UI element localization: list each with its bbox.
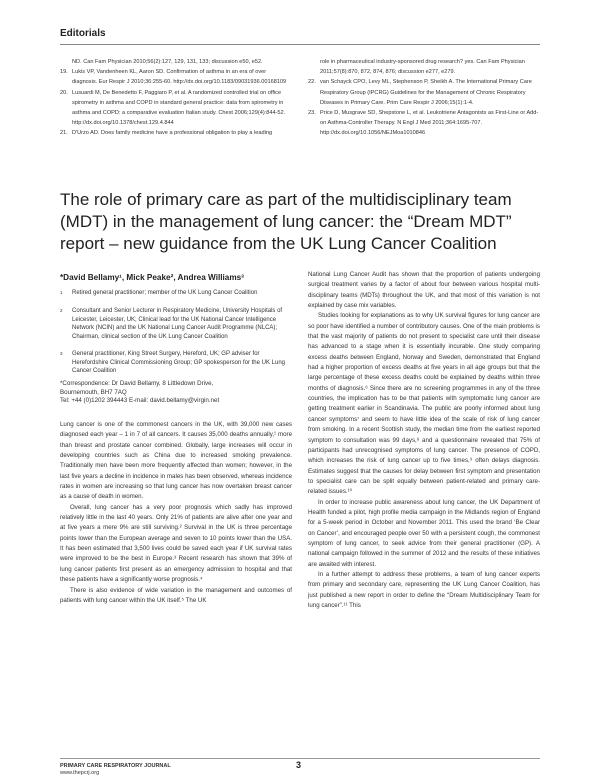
reference-item: 22. van Schayck CPO, Levy ML, Stephenson P, Sheikh A. The International Primary Care Respiratory Group (IPCRG) Guidelines for the Management of Chronic Respiratory Diseases in Primary Care. Prim Care Respir J 2006;15(1):1-4. bbox=[308, 79, 532, 106]
paragraph: Studies looking for explanations as to why UK survival figures for lung cancer are so poor have identified a number of contributory causes. One of the main problems is that the vast majority of patients do not present to specialist care until their disease has advanced to a stage when it is essentially incurable. One study comparing excess deaths between England, Norway and Sweden, demonstrated that England had a higher proportion of excess deaths at five years in all age groups but that the large percentage of these excess deaths could be explained by deaths within three months of diagnosis.⁶ Since there are no screening programmes in any of the three countries, the implication has to be that patients with symptomatic lung cancer are getting treatment earlier in Scandinavia. The public are poorly informed about lung cancer symptoms⁷ and seem to have little idea of the scale of risk of lung cancer from smoking. In a recent Scottish study, the median time from the earliest reported symptom to consultation was 99 days,⁸ and a questionnaire revealed that 75% of participants had unrecognised symptoms of lung cancer. The presence of COPD, which increases the risk of lung cancer up to five times,⁹ often delays diagnosis. Estimates suggest that the causes for delay between first symptom and presentation to specialist care can be split equally between patient-related and primary care-related issues.¹⁰ bbox=[308, 312, 540, 496]
correspondence-line: *Correspondence: Dr David Bellamy, 8 Littledown Drive, bbox=[60, 380, 214, 387]
correspondence-line: Tel: +44 (0)1202 394443 E-mail: david.bellamy@virgin.net bbox=[60, 397, 220, 404]
paragraph: Lung cancer is one of the commonest cancers in the UK, with 39,000 new cases diagnosed each year – 1 in 7 of all cancers. It causes 35,000 deaths annually,¹ more than breast and prostate cancer combined. Globally, large increases will occur in developing countries such as China due to increased smoking prevalence. Traditionally men have been more frequently affected than women; however, in the last five years a decline in incidence in males has been observed, whereas incidence rates in women are increasing so that lung cancer has now overtaken breast cancer as a cause of death in women. bbox=[60, 421, 292, 501]
footer-rule bbox=[60, 758, 540, 759]
footer-journal bbox=[60, 763, 171, 777]
journal-url[interactable]: www.thepcrj.org bbox=[60, 770, 100, 776]
reference-item: 21. D'Urzo AD. Does family medicine have a professional obligation to play a leading bbox=[60, 130, 273, 137]
reference-item: 23. Price D, Musgrave SD, Shepstone L, et al. Leukotriene Antagonists as First-Line or Add-on Asthma-Controller Therapy. N Engl J Med 2011;364:1695-707. http://dx.doi.org/10.1056/NEJMoa1010846 bbox=[308, 110, 539, 137]
paragraph: National Lung Cancer Audit has shown that the proportion of patients undergoing surgical treatment varies by a factor of about four between various hospital multi-disciplinary teams (MDTs) throughout the UK, and that most of this variation is not explained by case mix variables. bbox=[308, 271, 540, 310]
reference-item: 19. Lukis VP, Vandenheen KL, Aaron SD. Confirmation of asthma in an era of over diagnosis. Eur Respir J 2010;36:255-60. http://dx.doi.org/10.1183/09031936.00168109 bbox=[60, 69, 287, 86]
correspondence-line: Bournemouth, BH7 7AQ bbox=[60, 388, 127, 396]
article-title: The role of primary care as part of the multidisciplinary team (MDT) in the management of lung cancer: the “Dream MDT” report – new guidance from the UK Lung Cancer Coalition bbox=[60, 190, 512, 253]
references-left bbox=[60, 57, 290, 139]
body-left-column bbox=[60, 420, 292, 606]
section-label: Editorials bbox=[60, 28, 106, 39]
reference-item: role in pharmaceutical industry-sponsored drug research? yes. Can Fam Physician 2011;57(8):870, 872, 874, 876; discussion e277, e279. bbox=[320, 59, 525, 76]
paragraph: In a further attempt to address these problems, a team of lung cancer experts from primary and secondary care, representing the UK Lung Cancer Coalition, has just published a new report in order to define the “Dream Multidisciplinary Team for lung cancer”.¹¹ This bbox=[308, 570, 540, 609]
header-rule bbox=[60, 44, 540, 45]
paragraph: In order to increase public awareness about lung cancer, the UK Department of Health funded a pilot, high profile media campaign in the Midlands region of England for a 5-week period in October and November 2011. This used the brand ‘Be Clear on Cancer’, and encouraged people over 50 with a persistent cough, the commonest symptom of lung cancer, to seek advice from their general practitioner (GP). A national campaign followed in the summer of 2012 and the results of these initiatives are awaited with interest. bbox=[308, 498, 540, 568]
references-right bbox=[308, 57, 540, 139]
reference-item: ND. Can Fam Physician 2010;56(2):127, 129, 131, 133; discussion e50, e52. bbox=[72, 59, 263, 65]
paragraph: There is also evidence of wide variation in the management and outcomes of patients with lung cancer within the UK itself.⁵ The UK bbox=[60, 586, 292, 604]
reference-item: 20. Lusuardi M, De Benedetto F, Paggiaro P, et al. A randomized controlled trial on office spirometry in asthma and COPD in standard general practice: data from spirometry in asthma and COPD: a comparative evaluation Italian study. Chest 2006;129(4):844-52. http://dx.doi.org/10.1378/chest.129.4.844 bbox=[60, 89, 286, 127]
paragraph: Overall, lung cancer has a very poor prognosis which sadly has improved relatively little in the last 40 years. Only 21% of patients are alive after one year and at five years a mere 9% are still surviving.² Survival in the UK is three percentage points lower than the European average and seven to 10 points lower than the USA. It has been estimated that 3,500 lives could be saved each year if UK survival rates were improved to be the best in Europe.³ Recent research has shown that 39% of lung cancer patients first present as an emergency admission to hospital and that these patients have a significantly worse prognosis.⁴ bbox=[60, 503, 292, 584]
page-number: 3 bbox=[296, 760, 302, 770]
body-right-column bbox=[308, 270, 540, 611]
correspondence bbox=[60, 380, 290, 406]
article-authors: *David Bellamy¹, Mick Peake², Andrea Williams³ bbox=[60, 273, 244, 282]
journal-name: PRIMARY CARE RESPIRATORY JOURNAL bbox=[60, 763, 171, 769]
